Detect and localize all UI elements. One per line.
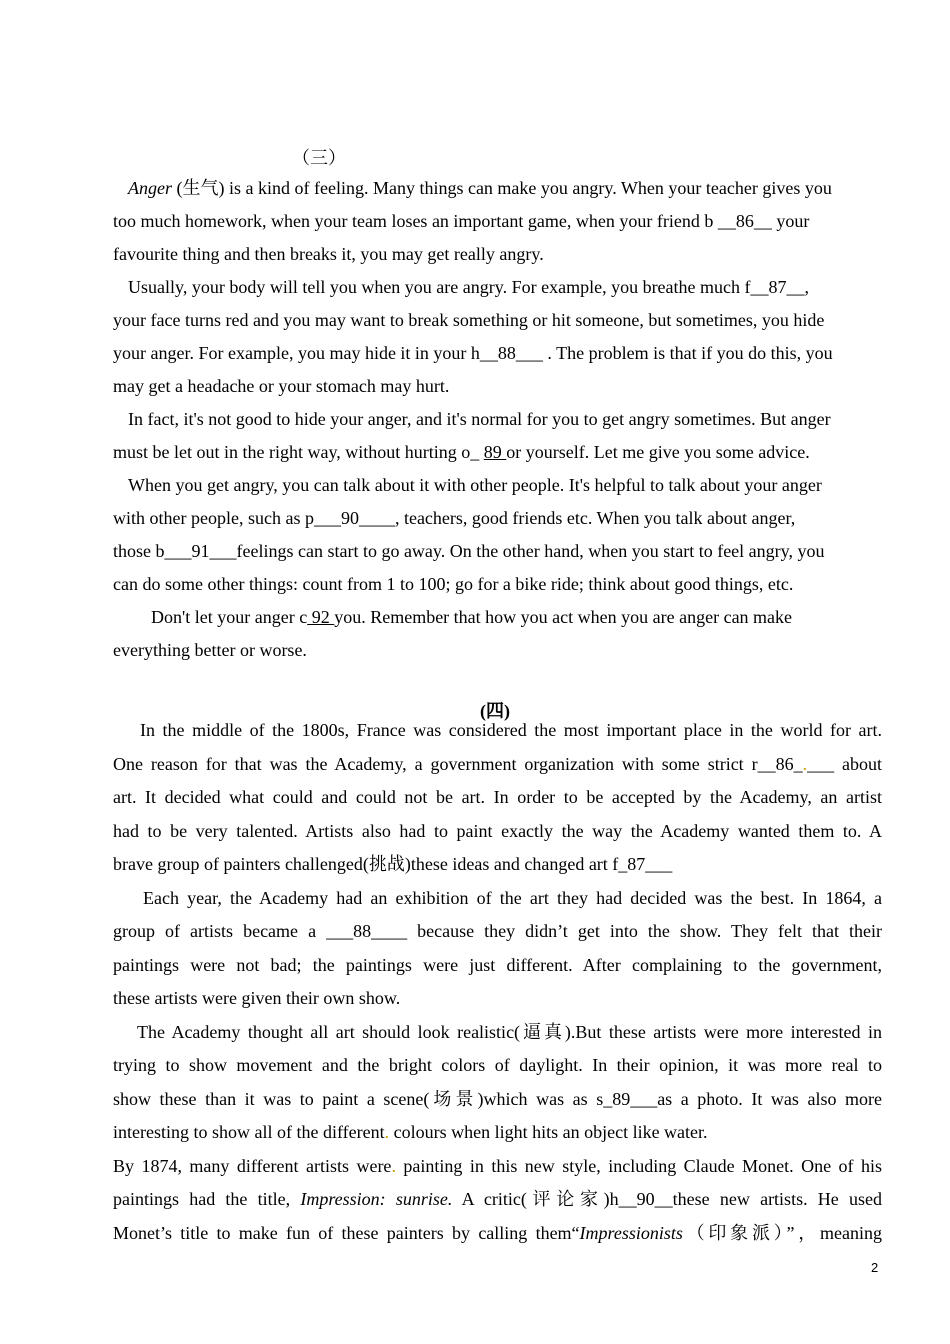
s4-p2-line3: paintings were not bad; the paintings were just different. After complaining to the government, bbox=[113, 954, 882, 975]
impressionists-word: Impressionists bbox=[579, 1222, 683, 1243]
s3-p4-line1: When you get angry, you can talk about it with other people. It's helpful to talk about your anger bbox=[128, 475, 822, 495]
painting-title: Impression: sunrise. bbox=[300, 1189, 453, 1209]
s4-p1-line5: brave group of painters challenged(挑战)these ideas and changed art f_87___ bbox=[113, 854, 673, 874]
s4-p3-line3: show these than it was to paint a scene(场景)which was as s_89___as a photo. It was also more bbox=[113, 1088, 882, 1109]
s4-p3-line4-dot: . bbox=[384, 1122, 390, 1142]
s4-p1-line2-b: ___ about bbox=[807, 753, 882, 774]
s3-p5-line1-a: Don't let your anger c bbox=[151, 607, 308, 627]
s4-p4-line2 bbox=[113, 1189, 882, 1223]
s3-p4-line4: can do some other things: count from 1 to 100; go for a bike ride; think about good things, etc. bbox=[113, 574, 794, 594]
anger-word: Anger bbox=[128, 178, 172, 198]
s3-p2-line2: your face turns red and you may want to break something or hit someone, but sometimes, you hide bbox=[113, 310, 825, 330]
s4-p4-line1-dot: . bbox=[391, 1155, 396, 1176]
s4-p4-line3-a: Monet’s title to make fun of these painters by calling them“ bbox=[113, 1222, 580, 1243]
s3-p4-line3: those b___91___feelings can start to go away. On the other hand, when you start to feel angry, you bbox=[113, 541, 825, 561]
s3-p2-line1: Usually, your body will tell you when you are angry. For example, you breathe much f__87__, bbox=[128, 277, 810, 297]
s3-p2-line4: may get a headache or your stomach may hurt. bbox=[113, 376, 450, 396]
s4-p3-line2: trying to show movement and the bright colors of daylight. In their opinion, it was more real to bbox=[113, 1055, 882, 1075]
s3-p5-line1-b: you. Remember that how you act when you are anger can make bbox=[334, 607, 793, 627]
blank-89: 89 bbox=[483, 442, 507, 462]
s3-p2-line3: your anger. For example, you may hide it in your h__88___ . The problem is that if you do this, you bbox=[113, 343, 833, 363]
s4-p1-line2-dot: . bbox=[802, 753, 808, 774]
s4-p3-line4-b: colours when light hits an object like water. bbox=[389, 1122, 708, 1142]
page-number: 2 bbox=[871, 1260, 879, 1275]
s4-p4-line2-b: A critic(评论家)h__90__these new artists. He used bbox=[461, 1189, 882, 1209]
s3-p1-line1 bbox=[128, 178, 832, 198]
s3-p3-line1: In fact, it's not good to hide your anger, and it's normal for you to get angry sometimes. But anger bbox=[128, 409, 831, 429]
s4-p1-line4: had to be very talented. Artists also had to paint exactly the way the Academy wanted them to. A bbox=[113, 820, 882, 841]
s4-p2-line2: group of artists became a ___88____ because they didn’t get into the show. They felt that their bbox=[113, 921, 882, 941]
s3-p5-line2: everything better or worse. bbox=[113, 640, 307, 660]
section-4-heading: (四) bbox=[480, 701, 510, 721]
s4-p4-line3 bbox=[113, 1223, 882, 1257]
s3-p3-line2-b: or yourself. Let me give you some advice. bbox=[506, 442, 810, 462]
s4-p4-line1 bbox=[113, 1156, 882, 1190]
s4-p4-line3-b: （印象派）”，meaning bbox=[682, 1222, 882, 1243]
s3-p5-line1 bbox=[151, 607, 792, 627]
s4-p2-line1: Each year, the Academy had an exhibition of the art they had decided was the best. In 1864, a bbox=[143, 887, 882, 908]
blank-92: 92 bbox=[307, 607, 335, 627]
s4-p3-line4 bbox=[113, 1122, 882, 1156]
s4-p2-line4: these artists were given their own show. bbox=[113, 988, 401, 1008]
s4-p4-line1-a: By 1874, many different artists were bbox=[113, 1155, 392, 1176]
s4-p1-line2-a: One reason for that was the Academy, a government organization with some strict r__86_ bbox=[113, 753, 803, 774]
s4-p1-line2 bbox=[113, 754, 882, 788]
s4-p4-line1-b: painting in this new style, including Claude Monet. One of his bbox=[395, 1155, 882, 1176]
s3-p1-line2: too much homework, when your team loses an important game, when your friend b __86__ your bbox=[113, 211, 810, 231]
section-4-body bbox=[113, 720, 882, 1256]
section-3-heading: （三） bbox=[292, 148, 346, 168]
s4-p1-line3: art. It decided what could and could not be art. In order to be accepted by the Academy, an artist bbox=[113, 787, 882, 807]
s3-p4-line2: with other people, such as p___90____, teachers, good friends etc. When you talk about anger, bbox=[113, 508, 796, 528]
s4-p3-line1: The Academy thought all art should look realistic(逼真).But these artists were more interested in bbox=[137, 1021, 882, 1042]
s4-p3-line4-a: interesting to show all of the different bbox=[113, 1122, 385, 1142]
s3-p3-line2-a: must be let out in the right way, without hurting o_ bbox=[113, 442, 484, 462]
s4-p4-line2-a: paintings had the title, bbox=[113, 1189, 301, 1209]
s3-p1-line1-text: (生气) is a kind of feeling. Many things can make you angry. When your teacher gives you bbox=[172, 178, 832, 198]
s3-p3-line2 bbox=[113, 442, 810, 462]
s4-p1-line1: In the middle of the 1800s, France was considered the most important place in the world for art. bbox=[140, 720, 882, 740]
s3-p1-line3: favourite thing and then breaks it, you may get really angry. bbox=[113, 244, 544, 264]
